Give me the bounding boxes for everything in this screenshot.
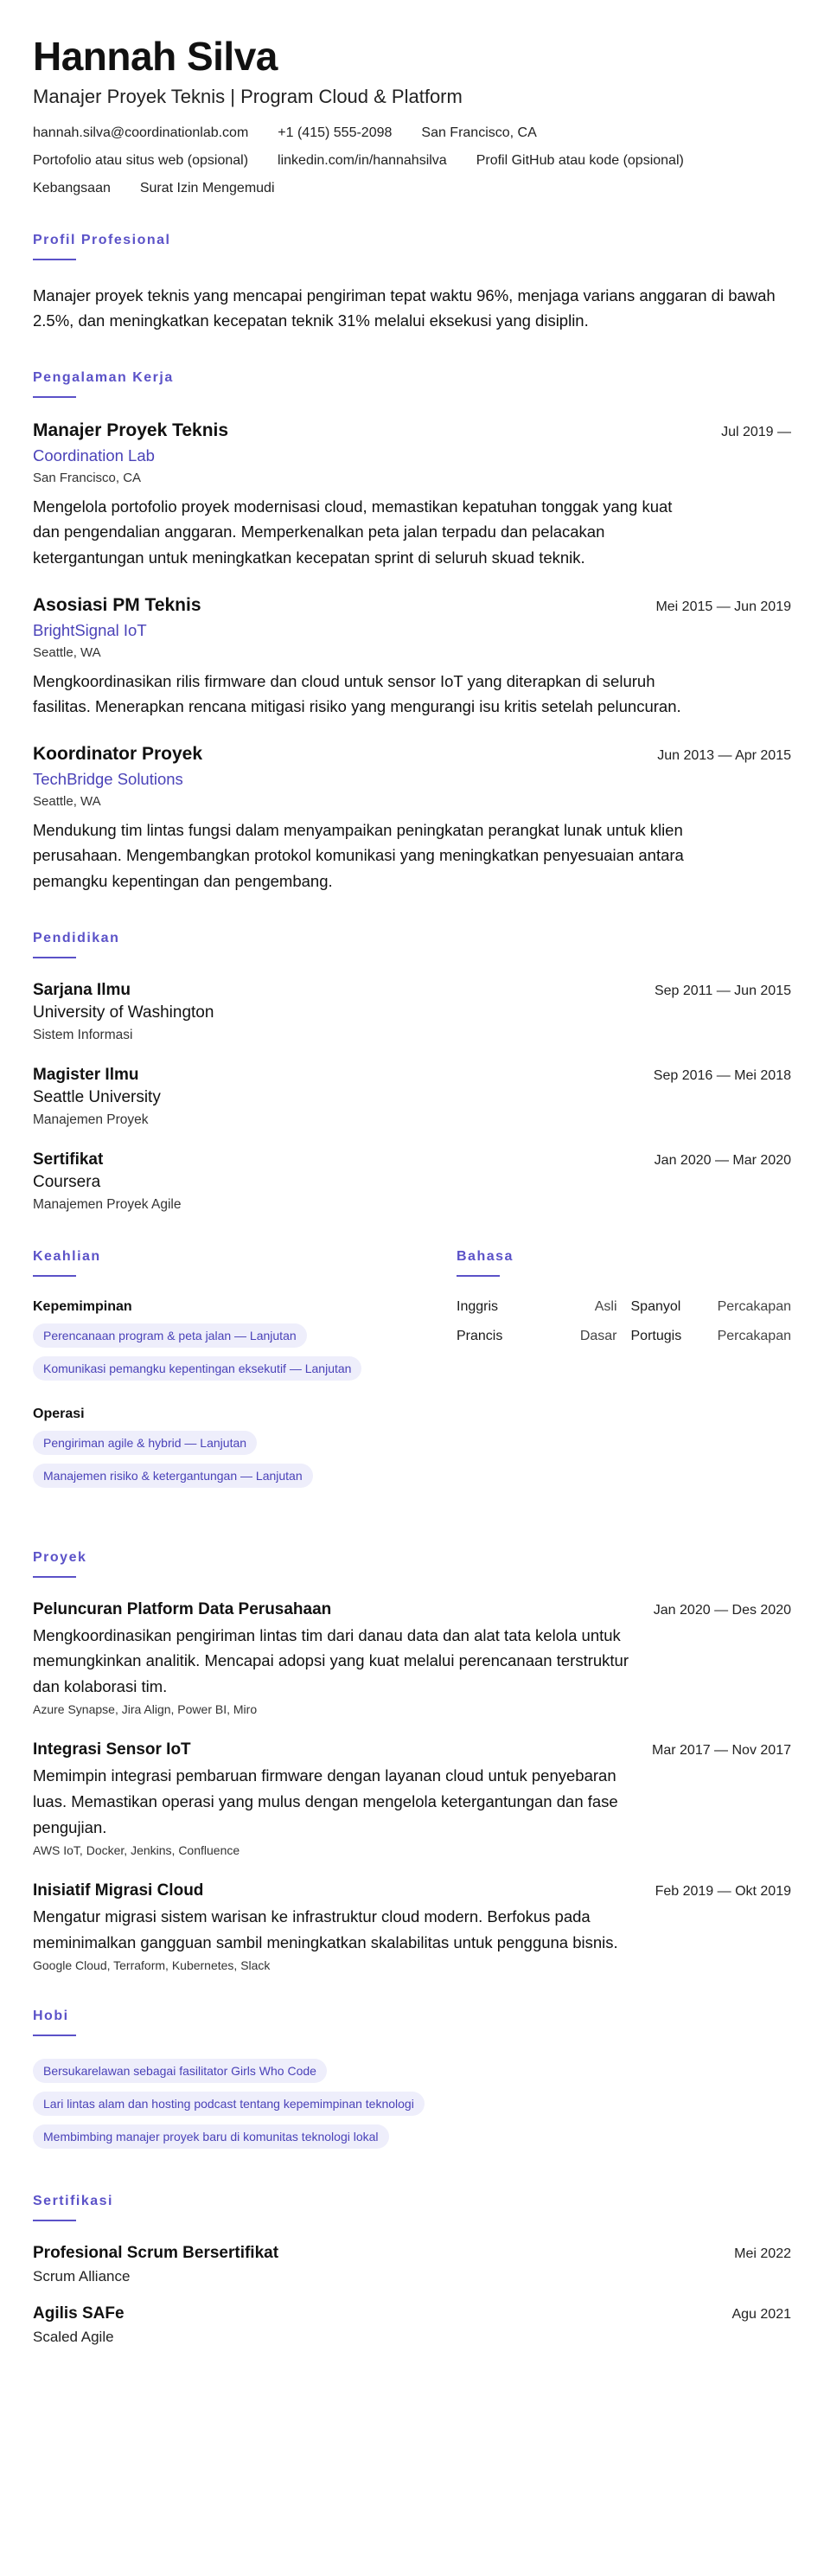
experience-entry [33, 420, 791, 571]
certifications-section [33, 2194, 791, 2346]
certification-entry [33, 2304, 791, 2346]
school-name: Seattle University [33, 1087, 161, 1106]
company-name: BrightSignal IoT [33, 620, 147, 639]
certification-date: Mei 2022 [734, 2246, 791, 2262]
project-name: Peluncuran Platform Data Perusahaan [33, 1599, 332, 1618]
skill-group [33, 1407, 422, 1496]
languages-list [457, 1299, 791, 1344]
job-dates: Mei 2015 — Jun 2019 [655, 599, 791, 614]
language-level: Percakapan [717, 1298, 791, 1314]
company-name: Coordination Lab [33, 445, 155, 465]
degree-name: Sertifikat [33, 1150, 104, 1169]
section-title: Sertifikasi [33, 2194, 113, 2209]
contact-portfolio[interactable]: Portofolio atau situs web (opsional) [33, 152, 249, 168]
job-description: Mengelola portofolio proyek modernisasi cloud, memastikan kepatuhan tonggak yang kuat dan pengendalian anggaran. Memperkenalkan peta jalan terpadu dan pelacakan ketergantungan untuk meningkatkan kecepatan sprint di seluruh skuad teknik. [33, 497, 673, 567]
project-entry [33, 1600, 791, 1717]
languages-column [457, 1249, 791, 1514]
project-description: Mengatur migrasi sistem warisan ke infrastruktur cloud modern. Berfokus pada meminimalkan gangguan sambil meningkatkan skalabilitas untuk pengguna bisnis. [33, 1907, 618, 1951]
skill-group-title: Operasi [33, 1406, 85, 1421]
job-dates: Jun 2013 — Apr 2015 [657, 747, 791, 763]
job-title: Manajer Proyek Teknis [33, 420, 229, 440]
field-of-study: Sistem Informasi [33, 1027, 133, 1042]
contact-email[interactable]: hannah.silva@coordinationlab.com [33, 125, 249, 140]
section-divider [457, 1275, 500, 1277]
job-dates: Jul 2019 — [721, 424, 791, 439]
contact-linkedin[interactable]: linkedin.com/in/hannahsilva [278, 152, 447, 168]
language-item [457, 1329, 617, 1344]
language-name: Inggris [457, 1298, 499, 1314]
skill-group-title: Kepemimpinan [33, 1298, 132, 1314]
language-name: Spanyol [630, 1298, 681, 1314]
contact-location: San Francisco, CA [421, 125, 537, 140]
section-divider [33, 2220, 76, 2221]
skill-tag: Pengiriman agile & hybrid — Lanjutan [33, 1431, 257, 1455]
certification-entry [33, 2244, 791, 2285]
experience-section [33, 370, 791, 894]
job-location: Seattle, WA [33, 644, 101, 660]
education-dates: Sep 2011 — Jun 2015 [654, 983, 791, 998]
contact-github[interactable]: Profil GitHub atau kode (opsional) [476, 152, 684, 168]
contact-phone[interactable]: +1 (415) 555-2098 [278, 125, 393, 140]
projects-section [33, 1550, 791, 1973]
project-tools: Azure Synapse, Jira Align, Power BI, Miro [33, 1702, 258, 1717]
project-dates: Feb 2019 — Okt 2019 [655, 1884, 791, 1900]
hobbies-section [33, 2009, 791, 2157]
degree-name: Sarjana Ilmu [33, 980, 131, 999]
language-item [631, 1299, 792, 1315]
hobby-tag: Lari lintas alam dan hosting podcast tentang kepemimpinan teknologi [33, 2092, 425, 2116]
job-title: Koordinator Proyek [33, 743, 203, 764]
contact-info [33, 125, 791, 196]
job-location: Seattle, WA [33, 793, 101, 809]
language-level: Asli [594, 1298, 617, 1314]
certification-issuer: Scrum Alliance [33, 2268, 131, 2285]
job-description: Mengkoordinasikan rilis firmware dan cloud untuk sensor IoT yang diterapkan di seluruh fasilitas. Menerapkan rencana mitigasi risiko yang mengurangi isu kritis setelah peluncuran. [33, 671, 681, 716]
project-tools: AWS IoT, Docker, Jenkins, Confluence [33, 1843, 240, 1858]
experience-entry [33, 744, 791, 894]
language-item [631, 1329, 792, 1344]
language-level: Percakapan [717, 1328, 791, 1343]
job-title: Asosiasi PM Teknis [33, 594, 201, 615]
school-name: University of Washington [33, 1003, 214, 1022]
education-dates: Sep 2016 — Mei 2018 [653, 1067, 791, 1083]
resume-header [33, 35, 791, 196]
section-title: Proyek [33, 1549, 87, 1565]
section-divider [33, 259, 76, 260]
skill-tag: Manajemen risiko & ketergantungan — Lanjutan [33, 1464, 313, 1488]
project-description: Mengkoordinasikan pengiriman lintas tim dari danau data dan alat tata kelola untuk memungkinkan analitik. Mencapai adopsi yang kuat melalui perencanaan terstruktur dan kolaborasi tim. [33, 1625, 629, 1695]
experience-entry [33, 595, 791, 720]
skills-column [33, 1249, 422, 1514]
profile-section [33, 233, 791, 334]
school-name: Coursera [33, 1172, 101, 1191]
company-name: TechBridge Solutions [33, 769, 183, 788]
section-divider [33, 2035, 76, 2036]
education-dates: Jan 2020 — Mar 2020 [654, 1152, 791, 1168]
section-title: Pendidikan [33, 930, 120, 945]
project-entry [33, 1881, 791, 1972]
section-title: Bahasa [457, 1248, 514, 1264]
project-description: Memimpin integrasi pembaruan firmware dengan layanan cloud untuk penyebaran luas. Memastikan operasi yang mulus dengan mengelola ketergantungan dan fase pengujian. [33, 1766, 618, 1836]
language-item [457, 1299, 617, 1315]
certification-name: Agilis SAFe [33, 2304, 125, 2323]
skill-tag: Komunikasi pemangku kepentingan eksekutif — Lanjutan [33, 1356, 361, 1381]
field-of-study: Manajemen Proyek Agile [33, 1196, 182, 1212]
certification-date: Agu 2021 [731, 2307, 791, 2323]
field-of-study: Manajemen Proyek [33, 1112, 149, 1127]
section-divider [33, 1576, 76, 1578]
contact-driving-license: Surat Izin Mengemudi [139, 180, 275, 195]
section-title: Pengalaman Kerja [33, 369, 174, 385]
education-entry [33, 1150, 791, 1213]
section-divider [33, 957, 76, 958]
education-entry [33, 1066, 791, 1128]
skill-group [33, 1299, 422, 1389]
certification-issuer: Scaled Agile [33, 2329, 114, 2346]
section-title: Profil Profesional [33, 232, 171, 247]
language-level: Dasar [579, 1328, 617, 1343]
job-location: San Francisco, CA [33, 470, 142, 485]
skill-tag: Perencanaan program & peta jalan — Lanjutan [33, 1323, 307, 1348]
education-section [33, 931, 791, 1213]
contact-nationality: Kebangsaan [33, 180, 111, 195]
section-title: Hobi [33, 2009, 69, 2024]
candidate-name: Hannah Silva [33, 34, 278, 79]
project-name: Integrasi Sensor IoT [33, 1740, 191, 1759]
education-entry [33, 981, 791, 1043]
certification-name: Profesional Scrum Bersertifikat [33, 2244, 279, 2263]
hobby-tag: Bersukarelawan sebagai fasilitator Girls Who Code [33, 2059, 327, 2083]
section-title: Keahlian [33, 1248, 101, 1264]
project-entry [33, 1740, 791, 1857]
skills-languages-section [33, 1249, 791, 1514]
section-divider [33, 396, 76, 398]
project-dates: Jan 2020 — Des 2020 [653, 1602, 791, 1618]
project-name: Inisiatif Migrasi Cloud [33, 1881, 204, 1900]
hobby-tag: Membimbing manajer proyek baru di komunitas teknologi lokal [33, 2124, 389, 2149]
section-divider [33, 1275, 76, 1277]
profile-summary: Manajer proyek teknis yang mencapai pengiriman tepat waktu 96%, menjaga varians anggaran di bawah 2.5%, dan meningkatkan kecepatan teknik 31% melalui eksekusi yang disiplin. [33, 285, 776, 330]
degree-name: Magister Ilmu [33, 1065, 139, 1084]
project-dates: Mar 2017 — Nov 2017 [652, 1743, 791, 1759]
job-description: Mendukung tim lintas fungsi dalam menyampaikan peningkatan perangkat lunak untuk klien perusahaan. Mengembangkan protokol komunikasi yang meningkatkan penyesuaian antara pemangku kepentingan dan pengembang. [33, 820, 684, 890]
candidate-headline: Manajer Proyek Teknis | Program Cloud & Platform [33, 85, 463, 107]
language-name: Prancis [457, 1328, 503, 1343]
language-name: Portugis [630, 1328, 682, 1343]
project-tools: Google Cloud, Terraform, Kubernetes, Slack [33, 1958, 271, 1973]
